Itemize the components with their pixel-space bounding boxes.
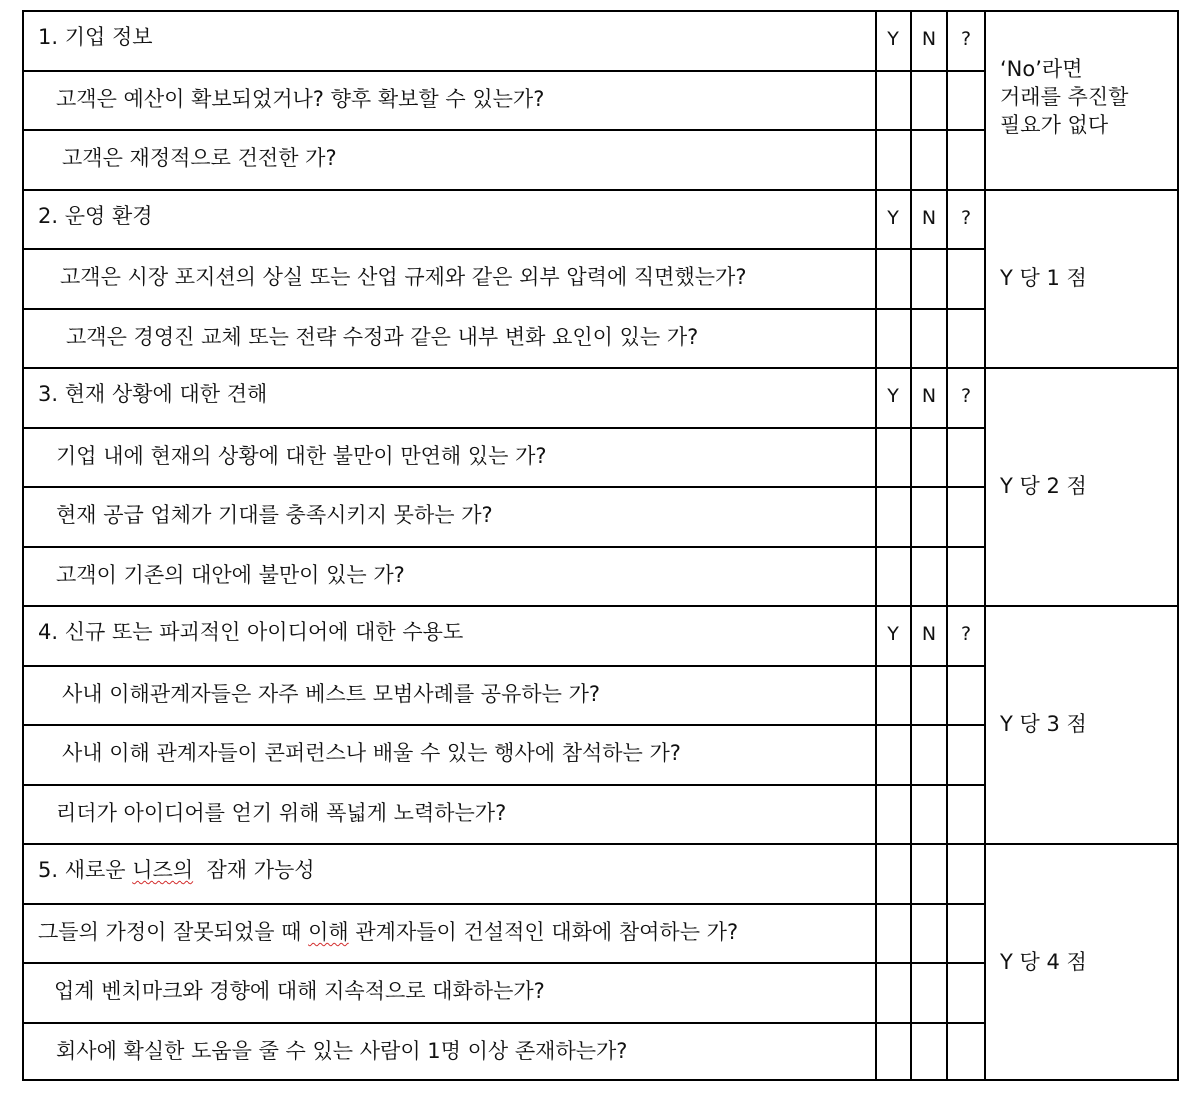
mark-no: N xyxy=(921,28,937,50)
question-text: 기업 내에 현재의 상황에 대한 불만이 만연해 있는 가? xyxy=(56,444,547,468)
row-divider xyxy=(22,546,986,548)
mark-yes: Y xyxy=(887,28,899,50)
section-score-line: Y 당 2 점 xyxy=(1000,474,1087,498)
section-score-line: Y 당 1 점 xyxy=(1000,266,1087,290)
row-divider xyxy=(22,70,986,72)
row-divider xyxy=(22,486,986,488)
question-text: 고객은 예산이 확보되었거나? 향후 확보할 수 있는가? xyxy=(56,87,545,111)
section-title xyxy=(38,858,315,882)
section-score xyxy=(1000,472,1087,500)
row-divider xyxy=(22,248,986,250)
mark-no: N xyxy=(921,385,937,407)
question-text: 사내 이해관계자들은 자주 베스트 모범사례를 공유하는 가? xyxy=(62,682,601,706)
question-text xyxy=(38,920,738,944)
mark-yes: Y xyxy=(887,385,899,407)
section-title-part: 5. 새로운 xyxy=(38,858,133,882)
table-border-bottom xyxy=(22,1079,1179,1081)
section-title: 4. 신규 또는 파괴적인 아이디어에 대한 수용도 xyxy=(38,620,464,644)
section-title: 1. 기업 정보 xyxy=(38,25,153,49)
mark-unknown: ? xyxy=(960,385,972,407)
section-score-line: Y 당 4 점 xyxy=(1000,950,1087,974)
mark-unknown: ? xyxy=(960,28,972,50)
section-score-line: 거래를 추진할 xyxy=(1000,85,1129,109)
section-divider-3 xyxy=(22,605,1179,607)
section-title: 3. 현재 상황에 대한 견해 xyxy=(38,382,268,406)
section-title-part: 잠재 가능성 xyxy=(193,858,315,882)
spellcheck-underlined-word: 니즈의 xyxy=(132,858,194,882)
question-text-part: 관계자들이 건설적인 대화에 참여하는 가? xyxy=(348,920,739,944)
section-score xyxy=(1000,264,1087,292)
section-score-line: ‘No’라면 xyxy=(1000,57,1083,81)
section-score xyxy=(1000,948,1087,976)
row-divider xyxy=(22,308,986,310)
mark-yes: Y xyxy=(887,623,899,645)
section-score-line: 필요가 없다 xyxy=(1000,113,1109,137)
table-border-top xyxy=(22,10,1179,12)
question-text: 회사에 확실한 도움을 줄 수 있는 사람이 1명 이상 존재하는가? xyxy=(56,1039,628,1063)
section-score xyxy=(1000,55,1128,139)
section-divider-2 xyxy=(22,367,1179,369)
question-text: 고객은 시장 포지션의 상실 또는 산업 규제와 같은 외부 압력에 직면했는가? xyxy=(60,265,747,289)
mark-no: N xyxy=(921,623,937,645)
row-divider xyxy=(22,784,986,786)
mark-yes: Y xyxy=(887,207,899,229)
question-text: 고객은 경영진 교체 또는 전략 수정과 같은 내부 변화 요인이 있는 가? xyxy=(66,325,699,349)
qualification-checklist-table xyxy=(22,10,1179,1081)
section-divider-4 xyxy=(22,843,1179,845)
section-title: 2. 운영 환경 xyxy=(38,204,153,228)
question-text-part: 그들의 가정이 잘못되었을 때 xyxy=(38,920,309,944)
row-divider xyxy=(22,129,986,131)
section-score-line: Y 당 3 점 xyxy=(1000,712,1087,736)
question-text: 업계 벤치마크와 경향에 대해 지속적으로 대화하는가? xyxy=(54,979,545,1003)
row-divider xyxy=(22,724,986,726)
mark-no: N xyxy=(921,207,937,229)
section-divider-1 xyxy=(22,189,1179,191)
row-divider xyxy=(22,665,986,667)
question-text: 사내 이해 관계자들이 콘퍼런스나 배울 수 있는 행사에 참석하는 가? xyxy=(62,741,681,765)
question-text: 고객이 기존의 대안에 불만이 있는 가? xyxy=(56,563,405,587)
row-divider xyxy=(22,962,986,964)
row-divider xyxy=(22,427,986,429)
spellcheck-underlined-word: 이해 xyxy=(308,920,349,944)
row-divider xyxy=(22,903,986,905)
mark-unknown: ? xyxy=(960,623,972,645)
question-text: 현재 공급 업체가 기대를 충족시키지 못하는 가? xyxy=(56,503,493,527)
mark-unknown: ? xyxy=(960,207,972,229)
table-border-right xyxy=(1177,10,1179,1081)
row-divider xyxy=(22,1022,986,1024)
section-score xyxy=(1000,710,1087,738)
question-text: 고객은 재정적으로 건전한 가? xyxy=(62,146,337,170)
question-text: 리더가 아이디어를 얻기 위해 폭넓게 노력하는가? xyxy=(56,801,507,825)
